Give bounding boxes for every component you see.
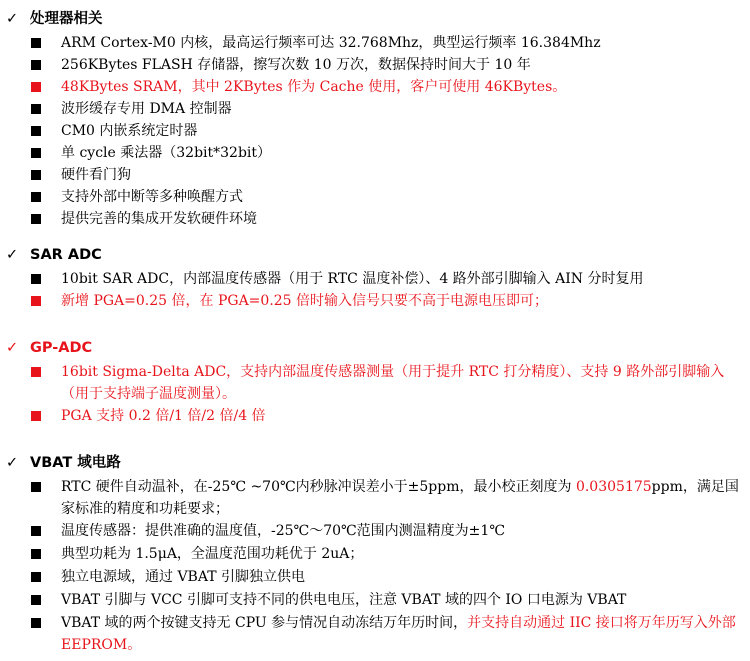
square-bullet-icon [31, 482, 41, 492]
square-bullet-icon [31, 82, 41, 92]
highlight-text: 并支持自动通过 IIC 接口将万年历写入外部 EEPROM。 [61, 615, 736, 653]
list-item: 16bit Sigma-Delta ADC，支持内部温度传感器测量（用于提升 RTC 打分精度）、支持 9 路外部引脚输入（用于支持端子温度测量）。 [31, 361, 746, 405]
list-item: ARM Cortex-M0 内核，最高运行频率可达 32.768Mhz，典型运行频率 16.384Mhz [31, 32, 746, 54]
list-item: 支持外部中断等多种唤醒方式 [31, 186, 746, 208]
list-item: 256KBytes FLASH 存储器，擦写次数 10 万次，数据保持时间大于 10 年 [31, 54, 746, 76]
list-item: 单 cycle 乘法器（32bit*32bit） [31, 142, 746, 164]
square-bullet-icon [31, 214, 41, 224]
square-bullet-icon [31, 274, 41, 284]
square-bullet-icon [31, 104, 41, 114]
list-item: 硬件看门狗 [31, 164, 746, 186]
list-item: 波形缓存专用 DMA 控制器 [31, 98, 746, 120]
check-icon: ✓ [6, 340, 19, 356]
square-bullet-icon [31, 367, 41, 377]
list-item: 新增 PGA=0.25 倍，在 PGA=0.25 倍时输入信号只要不高于电源电压即可； [31, 290, 746, 312]
check-icon: ✓ [6, 247, 19, 263]
check-icon: ✓ [6, 11, 19, 27]
list-item: RTC 硬件自动温补，在-25℃ ~70℃内秒脉冲误差小于±5ppm，最小校正刻度为 0.0305175ppm，满足国家标准的精度和功耗要求； [31, 476, 746, 520]
square-bullet-icon [31, 526, 41, 536]
list-item: 提供完善的集成开发软硬件环境 [31, 208, 746, 230]
check-icon: ✓ [6, 455, 19, 471]
square-bullet-icon [31, 549, 41, 559]
list-item: 温度传感器：提供准确的温度值，-25℃～70℃范围内测温精度为±1℃ [31, 520, 746, 542]
square-bullet-icon [31, 618, 41, 628]
highlight-value: 0.0305175 [575, 479, 652, 495]
square-bullet-icon [31, 60, 41, 70]
list-item: 10bit SAR ADC，内部温度传感器（用于 RTC 温度补偿）、4 路外部引脚输入 AIN 分时复用 [31, 268, 746, 290]
square-bullet-icon [31, 595, 41, 605]
list-item: VBAT 域的两个按键支持无 CPU 参与情况自动冻结万年历时间，并支持自动通过 IIC 接口将万年历写入外部 EEPROM。 [31, 612, 746, 656]
list-item: VBAT 引脚与 VCC 引脚可支持不同的供电电压，注意 VBAT 域的四个 IO 口电源为 VBAT [31, 589, 746, 611]
list-item: 48KBytes SRAM，其中 2KBytes 作为 Cache 使用，客户可使用 46KBytes。 [31, 76, 746, 98]
list-item: 独立电源域，通过 VBAT 引脚独立供电 [31, 566, 746, 588]
section-title-sar-adc: ✓ SAR ADC [6, 244, 102, 266]
square-bullet-icon [31, 170, 41, 180]
list-item: CM0 内嵌系统定时器 [31, 120, 746, 142]
section-title-processor: ✓ 处理器相关 [6, 8, 103, 30]
square-bullet-icon [31, 411, 41, 421]
square-bullet-icon [31, 296, 41, 306]
square-bullet-icon [31, 126, 41, 136]
square-bullet-icon [31, 192, 41, 202]
list-item: 典型功耗为 1.5μA，全温度范围功耗优于 2uA； [31, 543, 746, 565]
list-item: PGA 支持 0.2 倍/1 倍/2 倍/4 倍 [31, 405, 746, 427]
section-title-gp-adc: ✓ GP-ADC [6, 337, 92, 359]
square-bullet-icon [31, 148, 41, 158]
section-title-vbat: ✓ VBAT 域电路 [6, 452, 121, 474]
square-bullet-icon [31, 572, 41, 582]
square-bullet-icon [31, 38, 41, 48]
